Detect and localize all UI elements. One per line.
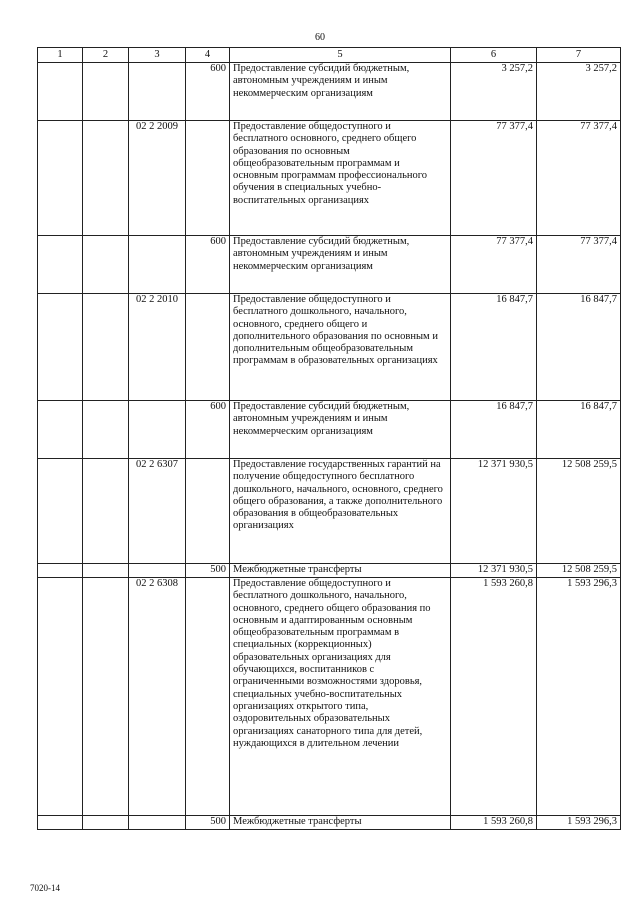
column-header: 6 [451,48,537,63]
cell-amount-1: 16 847,7 [451,401,537,459]
table-row [38,121,621,236]
cell-target-code: 02 2 6307 [129,459,186,564]
table-row [38,564,621,578]
cell-amount-2: 1 593 296,3 [537,578,621,816]
cell-amount-2: 12 508 259,5 [537,564,621,578]
table-row [38,294,621,401]
column-header: 3 [129,48,186,63]
cell-target-code: 02 2 2010 [129,294,186,401]
cell-col2 [83,816,129,830]
cell-description: Предоставление общедоступного и бесплатного дошкольного, начального, основного, среднего общего образования по основным и адаптированным основным общеобразовательным программам в специальных (коррекционных) образовательных организациях для обучающихся, воспитанников с ограниченными возможностями здоровья, специальных учебно-воспитательных организациях открытого типа, оздоровительных образовательных организациях санаторного типа для детей, нуждающихся в длительном лечении [230,578,451,816]
cell-expense-type: 600 [186,63,230,121]
table-row [38,236,621,294]
cell-target-code [129,236,186,294]
cell-description: Предоставление государственных гарантий на получение общедоступного бесплатного дошкольного, начального, основного, среднего общего образования, а также дополнительного образования в общеобразовательных организациях [230,459,451,564]
cell-col1 [38,294,83,401]
page-number: 60 [315,32,325,43]
cell-amount-2: 12 508 259,5 [537,459,621,564]
cell-target-code [129,564,186,578]
cell-target-code [129,816,186,830]
column-header: 7 [537,48,621,63]
cell-col2 [83,236,129,294]
column-header: 2 [83,48,129,63]
cell-amount-2: 77 377,4 [537,121,621,236]
budget-table [37,47,621,830]
cell-amount-2: 16 847,7 [537,401,621,459]
cell-col2 [83,294,129,401]
cell-amount-1: 3 257,2 [451,63,537,121]
cell-amount-1: 77 377,4 [451,121,537,236]
cell-col1 [38,236,83,294]
cell-expense-type [186,121,230,236]
table-row [38,63,621,121]
cell-expense-type: 600 [186,401,230,459]
cell-amount-1: 1 593 260,8 [451,816,537,830]
cell-expense-type: 500 [186,564,230,578]
cell-col2 [83,578,129,816]
document-code: 7020-14 [30,883,60,893]
cell-col2 [83,459,129,564]
cell-col1 [38,564,83,578]
table-row [38,816,621,830]
cell-amount-1: 12 371 930,5 [451,459,537,564]
cell-expense-type [186,294,230,401]
cell-target-code [129,63,186,121]
cell-description: Межбюджетные трансферты [230,564,451,578]
cell-expense-type: 600 [186,236,230,294]
cell-description: Предоставление субсидий бюджетным, автономным учреждениям и иным некоммерческим организациям [230,401,451,459]
cell-col1 [38,578,83,816]
table-row [38,459,621,564]
cell-col1 [38,121,83,236]
column-header: 5 [230,48,451,63]
cell-amount-2: 3 257,2 [537,63,621,121]
cell-amount-1: 16 847,7 [451,294,537,401]
cell-col2 [83,63,129,121]
cell-col2 [83,401,129,459]
cell-amount-2: 1 593 296,3 [537,816,621,830]
cell-col1 [38,816,83,830]
table-row [38,401,621,459]
cell-col2 [83,564,129,578]
cell-col2 [83,121,129,236]
column-header: 1 [38,48,83,63]
cell-target-code: 02 2 6308 [129,578,186,816]
cell-amount-1: 77 377,4 [451,236,537,294]
cell-expense-type: 500 [186,816,230,830]
cell-target-code: 02 2 2009 [129,121,186,236]
cell-description: Межбюджетные трансферты [230,816,451,830]
cell-description: Предоставление общедоступного и бесплатного основного, среднего общего образования по основным общеобразовательным программам и основным программам профессионального обучения в специальных учебно-воспитательных организациях [230,121,451,236]
header-row [38,48,621,63]
cell-description: Предоставление общедоступного и бесплатного дошкольного, начального, основного, среднего общего и дополнительного образования по основным и дополнительным общеобразовательным программам в образовательных организациях [230,294,451,401]
cell-amount-2: 16 847,7 [537,294,621,401]
cell-expense-type [186,578,230,816]
cell-description: Предоставление субсидий бюджетным, автономным учреждениям и иным некоммерческим организациям [230,63,451,121]
column-header: 4 [186,48,230,63]
cell-col1 [38,63,83,121]
cell-description: Предоставление субсидий бюджетным, автономным учреждениям и иным некоммерческим организациям [230,236,451,294]
cell-expense-type [186,459,230,564]
cell-col1 [38,401,83,459]
cell-target-code [129,401,186,459]
cell-amount-1: 1 593 260,8 [451,578,537,816]
cell-amount-1: 12 371 930,5 [451,564,537,578]
cell-col1 [38,459,83,564]
cell-amount-2: 77 377,4 [537,236,621,294]
table-row [38,578,621,816]
